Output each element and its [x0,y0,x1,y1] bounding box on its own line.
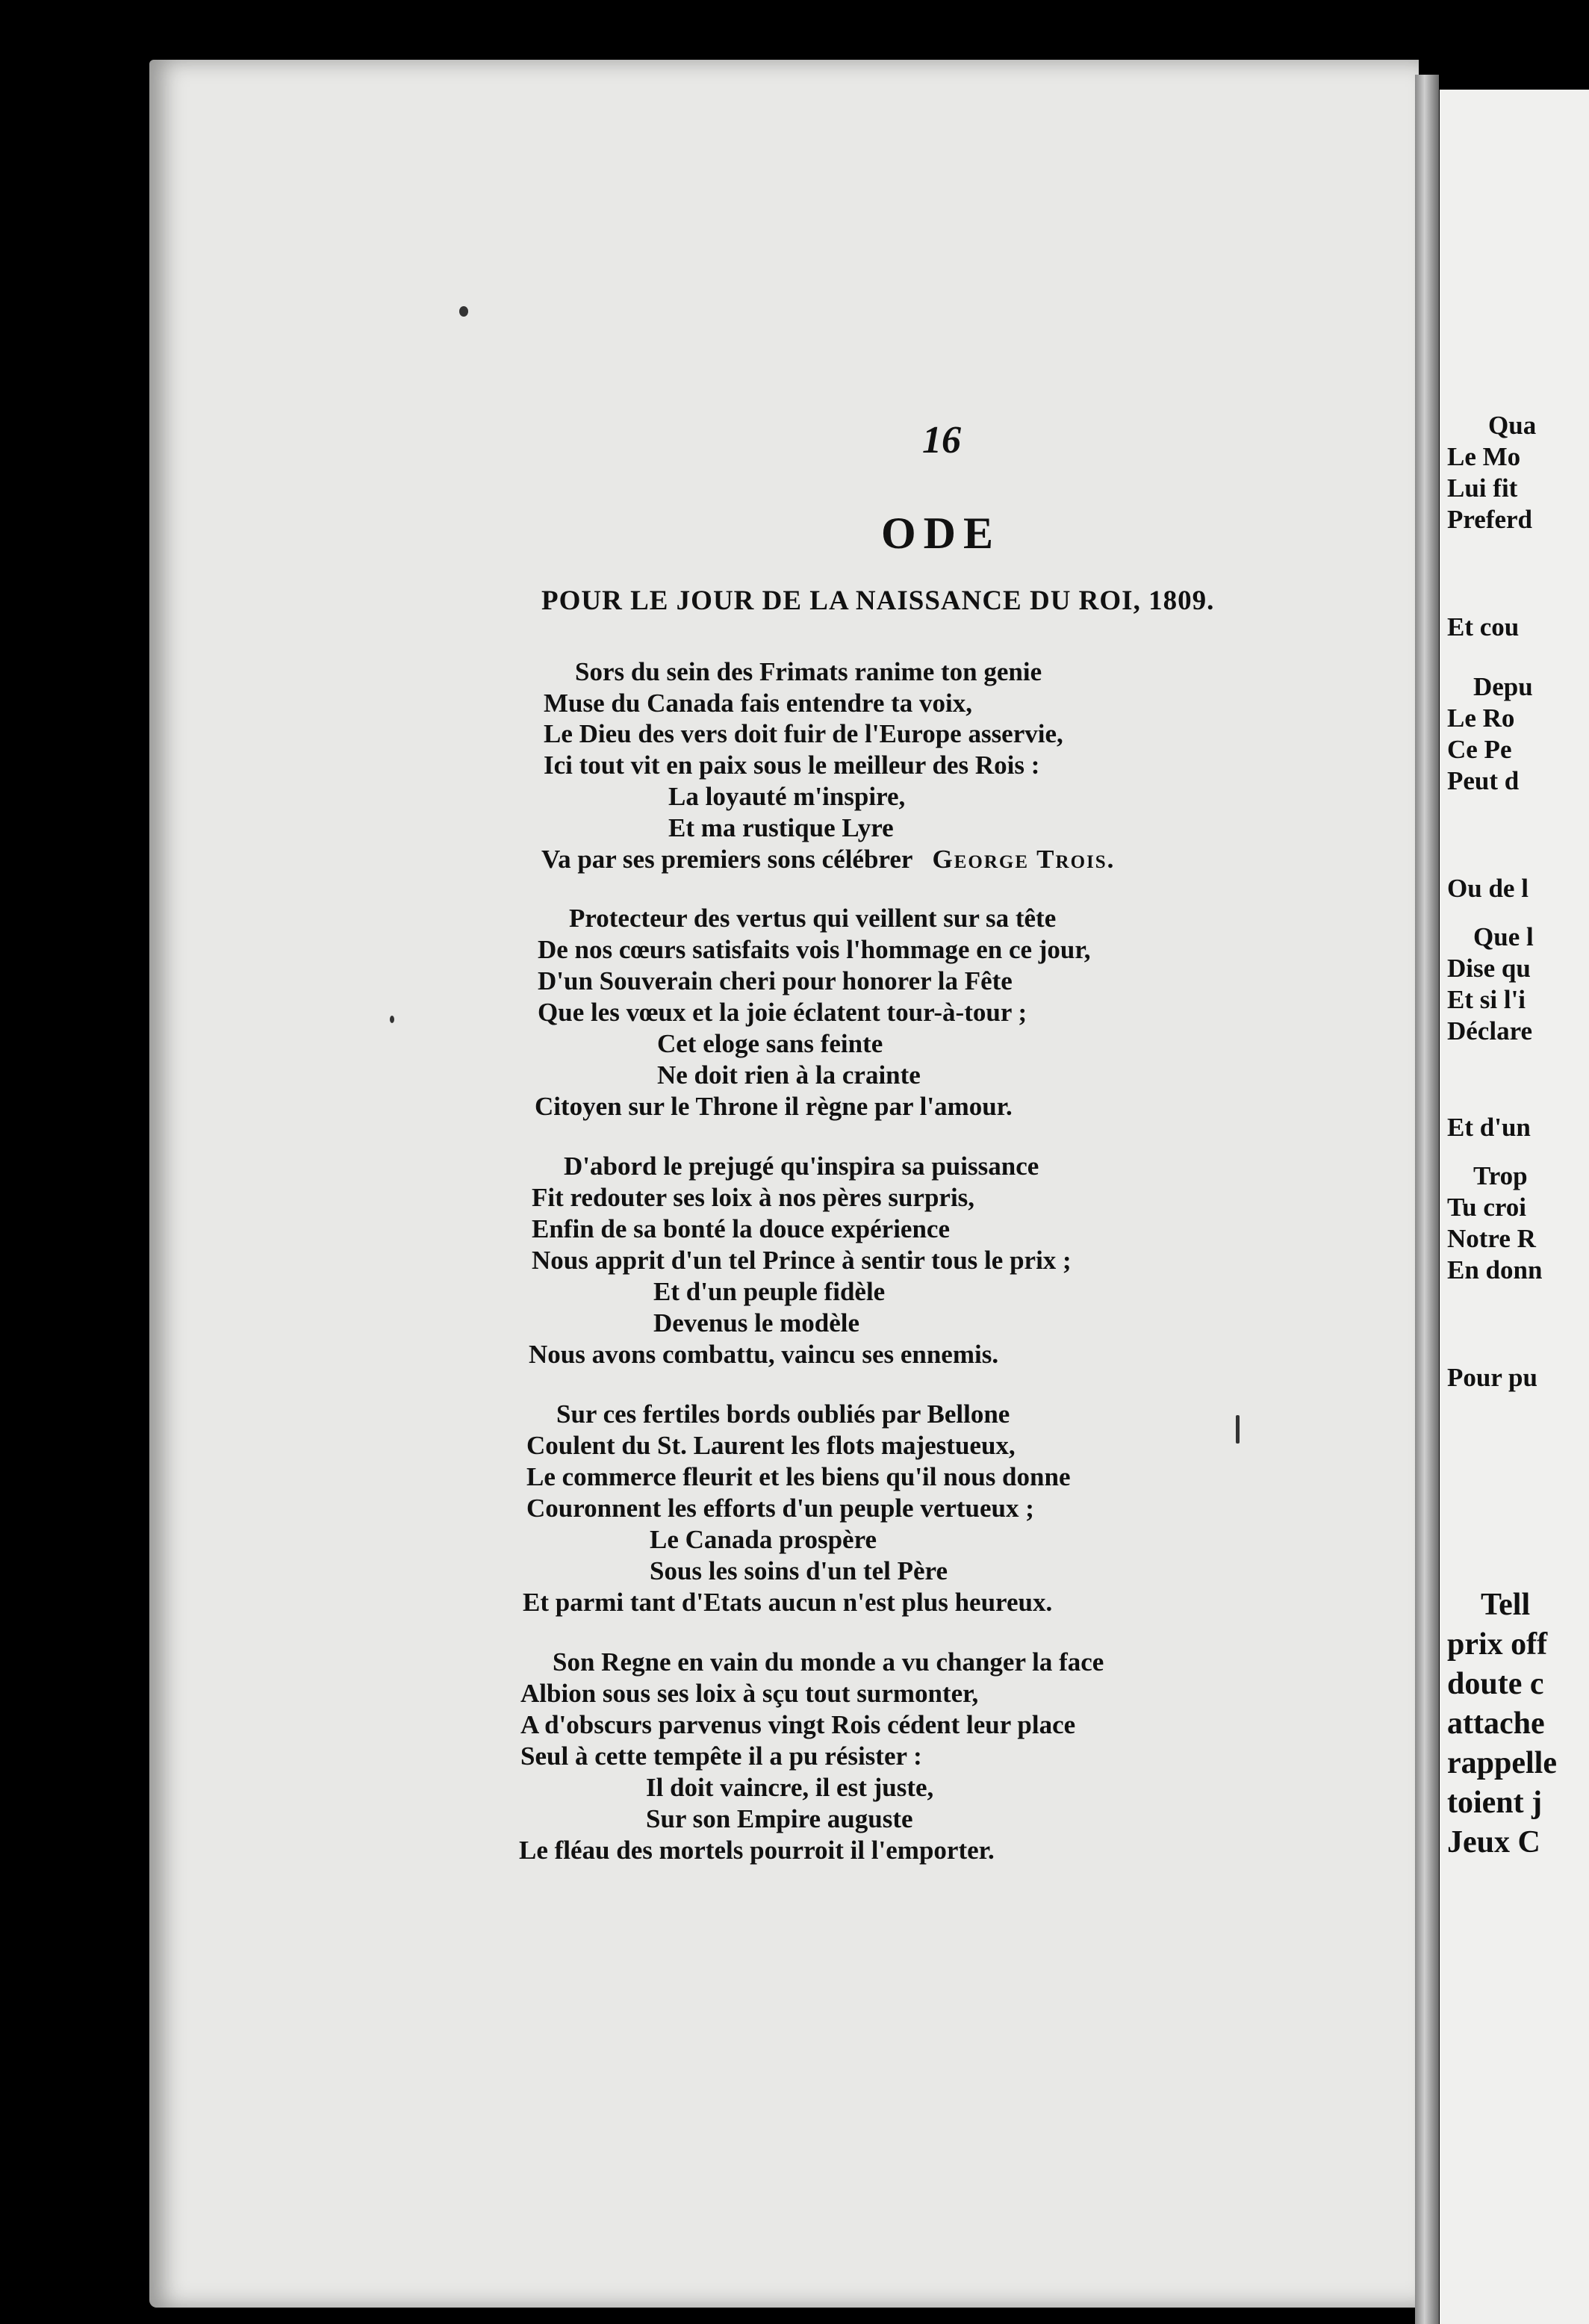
paper-speck [1236,1415,1240,1444]
poem-line: Et parmi tant d'Etats aucun n'est plus heureux. [523,1588,1053,1617]
poem-line: Seul à cette tempête il a pu résister : [520,1742,922,1771]
facing-page-prose-line: attache [1447,1706,1545,1741]
poem-line: Et d'un peuple fidèle [653,1277,886,1306]
poem-line: Sous les soins d'un tel Père [650,1556,948,1585]
facing-page-line: Tu croi [1447,1193,1527,1222]
page-number: 16 [922,419,961,462]
poem-line: Muse du Canada fais entendre ta voix, [544,689,972,718]
poem-line: La loyauté m'inspire, [668,782,906,811]
poem-line: Couronnent les efforts d'un peuple vertueux ; [526,1494,1034,1523]
facing-page-line: Notre R [1447,1224,1536,1253]
poem-line: Sors du sein des Frimats ranime ton genie [575,657,1042,686]
poem-line: Enfin de sa bonté la douce expérience [532,1214,950,1243]
facing-page-line: Ou de l [1447,874,1529,903]
facing-page-line: Et d'un [1447,1113,1531,1142]
poem-line: De nos cœurs satisfaits vois l'hommage en ce jour, [538,935,1091,964]
poem-line: Nous apprit d'un tel Prince à sentir tous le prix ; [532,1246,1072,1275]
poem-line: Le commerce fleurit et les biens qu'il nous donne [526,1462,1071,1491]
poem-line: Sur son Empire auguste [646,1804,913,1833]
facing-page-line: Déclare [1447,1016,1533,1046]
facing-page-line: Trop [1473,1161,1528,1190]
facing-page-line: En donn [1447,1255,1543,1284]
facing-page-prose-line: prix off [1447,1627,1548,1662]
poem-line: Ne doit rien à la crainte [657,1060,921,1090]
poem-line: Le fléau des mortels pourroit il l'emporter. [519,1836,995,1865]
poem-line: Le Canada prospère [650,1525,877,1554]
poem-line: Il doit vaincre, il est juste, [646,1773,934,1802]
facing-page-prose-line: Jeux C [1447,1825,1540,1859]
facing-page-line: Depu [1473,672,1533,701]
facing-page-prose-line: toient j [1447,1786,1543,1820]
poem-line: D'un Souverain cheri pour honorer la Fête [538,966,1013,995]
ode-title: ODE [881,509,1001,558]
facing-page-line: Ce Pe [1447,735,1512,764]
facing-page-line: Et si l'i [1447,985,1526,1014]
poem-line: D'abord le prejugé qu'inspira sa puissance [564,1152,1039,1181]
poem-line: Citoyen sur le Throne il règne par l'amour. [535,1092,1013,1121]
paper-speck [459,306,468,317]
facing-page-line: Pour pu [1447,1363,1537,1392]
poem-line: Nous avons combattu, vaincu ses ennemis. [529,1340,999,1369]
book-gutter [1415,75,1439,2324]
poem-line: Cet eloge sans feinte [657,1029,883,1058]
poem-line: Son Regne en vain du monde a vu changer la face [553,1647,1104,1677]
facing-page-line: Et cou [1447,612,1520,641]
facing-page-prose-line: Tell [1481,1588,1531,1622]
poem-line: Le Dieu des vers doit fuir de l'Europe asservie, [544,719,1063,748]
poem-line: Devenus le modèle [653,1308,860,1337]
poem-line: Que les vœux et la joie éclatent tour-à-tour ; [538,998,1027,1027]
facing-page-line: Le Mo [1447,442,1521,471]
paper-speck [390,1016,394,1023]
poem-line: Et ma rustique Lyre [668,813,894,842]
facing-page-line: Dise qu [1447,954,1531,983]
poem-line: Sur ces fertiles bords oubliés par Bellone [556,1399,1010,1429]
poem-line: Albion sous ses loix à sçu tout surmonter, [520,1679,979,1708]
facing-page-line: Preferd [1447,505,1533,534]
poem-line: Coulent du St. Laurent les flots majestueux, [526,1431,1016,1460]
facing-page-line: Qua [1488,411,1537,440]
facing-page-line: Que l [1473,922,1534,951]
facing-page-line: Le Ro [1447,703,1515,733]
facing-page [1440,90,1589,2324]
poem-line: A d'obscurs parvenus vingt Rois cédent leur place [520,1710,1076,1739]
poem-line: Protecteur des vertus qui veillent sur sa tête [569,904,1057,933]
poem-line-text: Va par ses premiers sons célébrer [541,845,912,874]
king-name: George Trois. [932,845,1116,874]
facing-page-prose-line: rappelle [1447,1746,1557,1780]
facing-page-line: Lui fit [1447,473,1518,503]
facing-page-line: Peut d [1447,766,1520,795]
ode-subtitle: POUR LE JOUR DE LA NAISSANCE DU ROI, 1809. [541,585,1215,616]
poem-line: Ici tout vit en paix sous le meilleur des Rois : [544,751,1040,780]
poem-line: Fit redouter ses loix à nos pères surpris, [532,1183,975,1212]
poem-line [541,845,1115,874]
facing-page-prose-line: doute c [1447,1667,1544,1701]
